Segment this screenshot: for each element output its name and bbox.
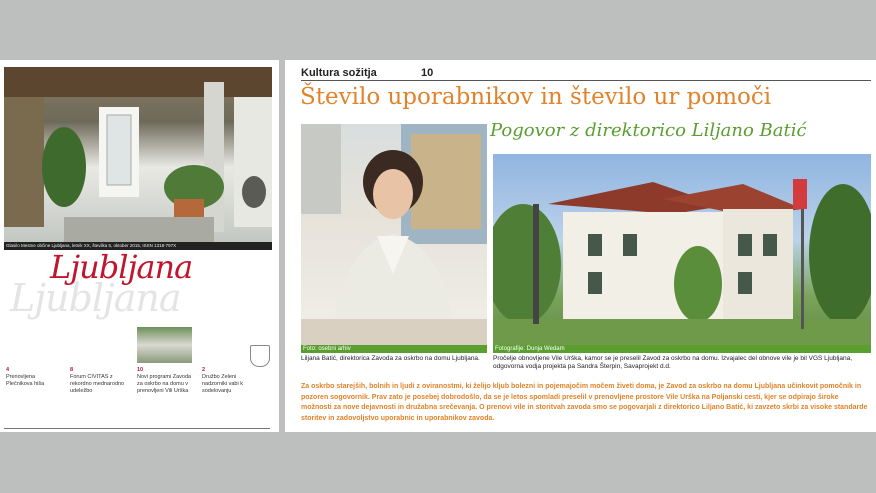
portrait-figure <box>301 124 487 419</box>
section-title: Kultura sožitja <box>301 67 377 79</box>
toc-number: 8 <box>70 367 74 373</box>
toc-number: 2 <box>202 367 206 373</box>
villa-photo <box>493 154 871 345</box>
page-number: 10 <box>421 67 434 79</box>
toc-number: 10 <box>137 367 144 373</box>
villa-figure <box>493 154 871 419</box>
masthead-logo: Ljubljana <box>50 248 193 286</box>
article-page <box>285 60 876 432</box>
toc-item[interactable] <box>137 367 192 395</box>
subheadline: Pogovor z direktorico Liljano Batić <box>490 120 807 141</box>
villa-illustration <box>493 154 871 345</box>
cover-photo <box>4 67 272 249</box>
toc-text: Novi programi Zavoda za oskrbo na domu v prenovljeni Vili Urška <box>137 374 192 394</box>
photo-caption: Liljana Batić, direktorica Zavoda za oskrbo na domu Ljubljana. <box>301 355 480 362</box>
cover-caption: Glasilo Mestne občine Ljubljana, letnik XX, številka 5, oktober 2015, ISSN 1318-797X <box>4 242 272 250</box>
photo-credit: Foto: osebni arhiv <box>301 345 487 353</box>
cover-page <box>0 60 279 432</box>
logo-watermark: Ljubljana <box>10 276 181 320</box>
toc-item[interactable] <box>70 367 125 395</box>
toc-text: Forum CIVITAS z rekordno mednarodno udeležbo <box>70 374 125 394</box>
headline: Število uporabnikov in število ur pomoči <box>300 84 772 110</box>
toc-text: Družbo Zeleni nadzorniki vabi k sodelovanju <box>202 374 243 394</box>
toc-number: 4 <box>6 367 10 373</box>
photo-credit: Fotografije: Dunja Wedam <box>493 345 871 353</box>
header-rule <box>301 80 871 81</box>
portrait-photo <box>301 124 487 345</box>
photo-caption: Pročelje obnovljene Vile Urška, kamor se je preselil Zavod za oskrbo na domu. Izvajalec del obnove vile je bil VGS Ljubljana, odgovorna vodja projekta pa Sandra Šterpin, Savaprojekt d.d. <box>493 355 853 370</box>
portrait-illustration <box>301 124 487 345</box>
intro-paragraph: Za oskrbo starejših, bolnih in ljudi z oviranostmi, ki želijo kljub bolezni in pojemajočim močem živeti doma, je Zavod za oskrbo na domu Ljubljana učinkovit pomočnik in pozoren sogovornik. Prav zato je posebej dobrodošlo, da se je letos spomladi preselil v prenovljene prostore Vile Urška na Poljanski cesti, kjer se odpirajo široke možnosti za nove dejavnosti in družabna srečevanja. O prenovi vile in storitvah zavoda smo se pogovarjali z direktorico Liljano Batić, ki zavzeto skrbi za visoke standarde storitev in zadovoljstvo uporabnic in uporabnikov zavoda. <box>301 383 868 422</box>
city-crest-icon <box>250 345 270 367</box>
toc-thumbnail <box>137 327 192 363</box>
cover-divider <box>4 428 270 429</box>
toc-text: Prenovljena Plečnikova hiša <box>6 374 45 387</box>
toc-item[interactable] <box>202 367 257 395</box>
toc-item[interactable] <box>6 367 61 388</box>
cover-photo-illustration <box>4 67 272 249</box>
